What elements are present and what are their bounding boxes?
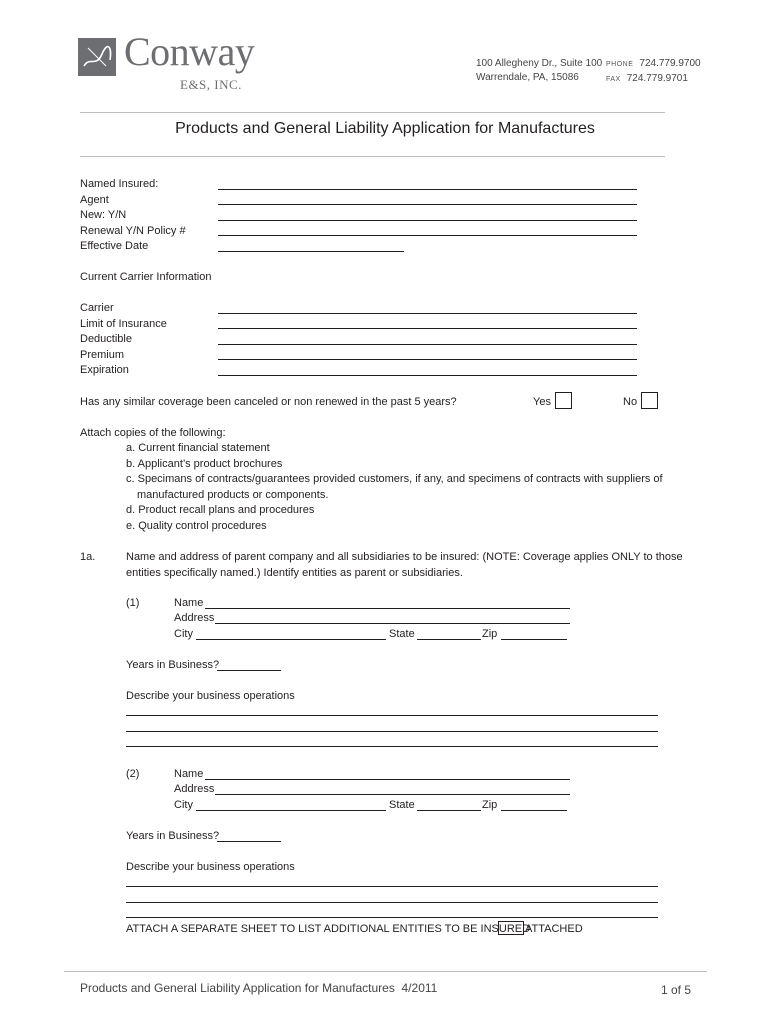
attach-item-a: a. Current financial statement [126, 442, 270, 454]
entity-2-name-field[interactable] [205, 779, 570, 780]
logo-swirl-icon [78, 38, 116, 76]
yes-label: Yes [533, 396, 551, 408]
entity-2-describe-line-1[interactable] [126, 886, 658, 887]
q1a-line-1: Name and address of parent company and all subsidiaries to be insured: (NOTE: Coverage applies ONLY to those [126, 551, 683, 563]
expiration-field[interactable] [218, 375, 637, 376]
no-checkbox[interactable] [641, 392, 658, 409]
carrier-field[interactable] [218, 313, 637, 314]
entity-1-years-field[interactable] [217, 670, 281, 671]
entity-2-number: (2) [126, 768, 140, 780]
named-insured-field[interactable] [218, 189, 637, 190]
entity-1-describe-label: Describe your business operations [126, 690, 295, 702]
company-contact [606, 57, 701, 87]
carrier-labels [80, 301, 167, 379]
effective-date-label: Effective Date [80, 240, 149, 252]
new-label: New: Y/N [80, 209, 127, 221]
attach-item-c: c. Specimans of contracts/guarantees provided customers, if any, and specimens of contracts with suppliers of [126, 473, 663, 485]
entity-2-city-field[interactable] [196, 810, 386, 811]
entity-1-state-label: State [389, 628, 415, 640]
footer-document-title: Products and General Liability Application for Manufactures 4/2011 [80, 981, 438, 995]
no-label: No [623, 396, 638, 408]
limit-label: Limit of Insurance [80, 317, 167, 330]
entity-2-name-label: Name [174, 768, 204, 780]
entity-1-describe-line-3[interactable] [126, 746, 658, 747]
coverage-question: Has any similar coverage been canceled or non renewed in the past 5 years? [80, 396, 457, 408]
entity-2-address-label: Address [174, 783, 215, 795]
yes-checkbox[interactable] [555, 392, 572, 409]
page-title: Products and General Liability Application for Manufactures [175, 120, 595, 137]
entity-2-state-label: State [389, 799, 415, 811]
entity-1-zip-field[interactable] [501, 639, 567, 640]
q1a-text [126, 550, 683, 581]
attach-list [126, 441, 663, 534]
entity-1-number: (1) [126, 597, 140, 609]
q1a-line-2: entities specifically named.) Identify entities as parent or subsidiaries. [126, 566, 463, 579]
entity-2-address-field[interactable] [215, 794, 570, 795]
premium-label: Premium [80, 348, 125, 361]
agent-label: Agent [80, 193, 109, 206]
agent-field[interactable] [218, 204, 637, 205]
attach-item-b: b. Applicant’s product brochures [126, 457, 283, 470]
entity-1-years-label: Years in Business? [126, 659, 220, 671]
entity-1-city-label: City [174, 628, 193, 640]
entity-2-years-label: Years in Business? [126, 830, 220, 842]
phone-label: PHONE [606, 61, 634, 68]
entity-1-address-field[interactable] [215, 623, 570, 624]
fax-label: FAX [606, 76, 621, 83]
carrier-label: Carrier [80, 302, 114, 314]
limit-field[interactable] [218, 328, 637, 329]
entity-2-describe-label: Describe your business operations [126, 861, 295, 873]
attached-checkbox[interactable] [498, 921, 524, 935]
entity-1-name-label: Name [174, 597, 204, 609]
renewal-label: Renewal Y/N Policy # [80, 224, 186, 237]
header-divider [80, 112, 665, 113]
attach-item-e: e. Quality control procedures [126, 519, 267, 532]
entity-1-city-field[interactable] [196, 639, 386, 640]
entity-1-address-label: Address [174, 612, 215, 624]
new-field[interactable] [218, 220, 637, 221]
entity-1-zip-label: Zip [482, 628, 498, 640]
company-address [476, 57, 602, 85]
page-number: 1 of 5 [661, 983, 692, 997]
premium-field[interactable] [218, 359, 637, 360]
attach-heading: Attach copies of the following: [80, 427, 226, 439]
effective-date-field[interactable] [218, 251, 404, 252]
entity-1-describe-line-2[interactable] [126, 731, 658, 732]
deductible-label: Deductible [80, 333, 132, 345]
entity-1-state-field[interactable] [417, 639, 481, 640]
attached-label: ATTACHED [525, 923, 583, 935]
company-logo-mark [78, 38, 116, 76]
entity-2-zip-field[interactable] [501, 810, 567, 811]
entity-2-city-label: City [174, 799, 193, 811]
attach-item-c-cont: manufactured products or components. [137, 488, 329, 501]
address-line-1: 100 Allegheny Dr., Suite 100 [476, 58, 603, 69]
expiration-label: Expiration [80, 364, 129, 376]
entity-1-name-field[interactable] [205, 608, 570, 609]
entity-2-state-field[interactable] [417, 810, 481, 811]
entity-2-years-field[interactable] [217, 841, 281, 842]
attach-separate-text: ATTACH A SEPARATE SHEET TO LIST ADDITIONAL ENTITIES TO BE INSURED [126, 923, 531, 935]
entity-2-zip-label: Zip [482, 799, 498, 811]
entity-2-describe-line-3[interactable] [126, 917, 658, 918]
company-subtitle: E&S, INC. [180, 77, 242, 92]
renewal-policy-field[interactable] [218, 235, 637, 236]
q1a-number: 1a. [80, 551, 96, 563]
company-name: Conway [124, 29, 255, 74]
attach-item-d: d. Product recall plans and procedures [126, 504, 315, 516]
phone-number: 724.779.9700 [639, 58, 701, 69]
named-insured-label: Named Insured: [80, 178, 159, 190]
fax-number: 724.779.9701 [626, 73, 688, 84]
current-carrier-heading: Current Carrier Information [80, 271, 212, 283]
title-divider [80, 156, 665, 157]
entity-1-describe-line-1[interactable] [126, 715, 658, 716]
footer-divider [64, 971, 707, 972]
deductible-field[interactable] [218, 344, 637, 345]
entity-2-describe-line-2[interactable] [126, 902, 658, 903]
insured-labels [80, 177, 186, 255]
address-line-2: Warrendale, PA, 15086 [476, 72, 579, 83]
